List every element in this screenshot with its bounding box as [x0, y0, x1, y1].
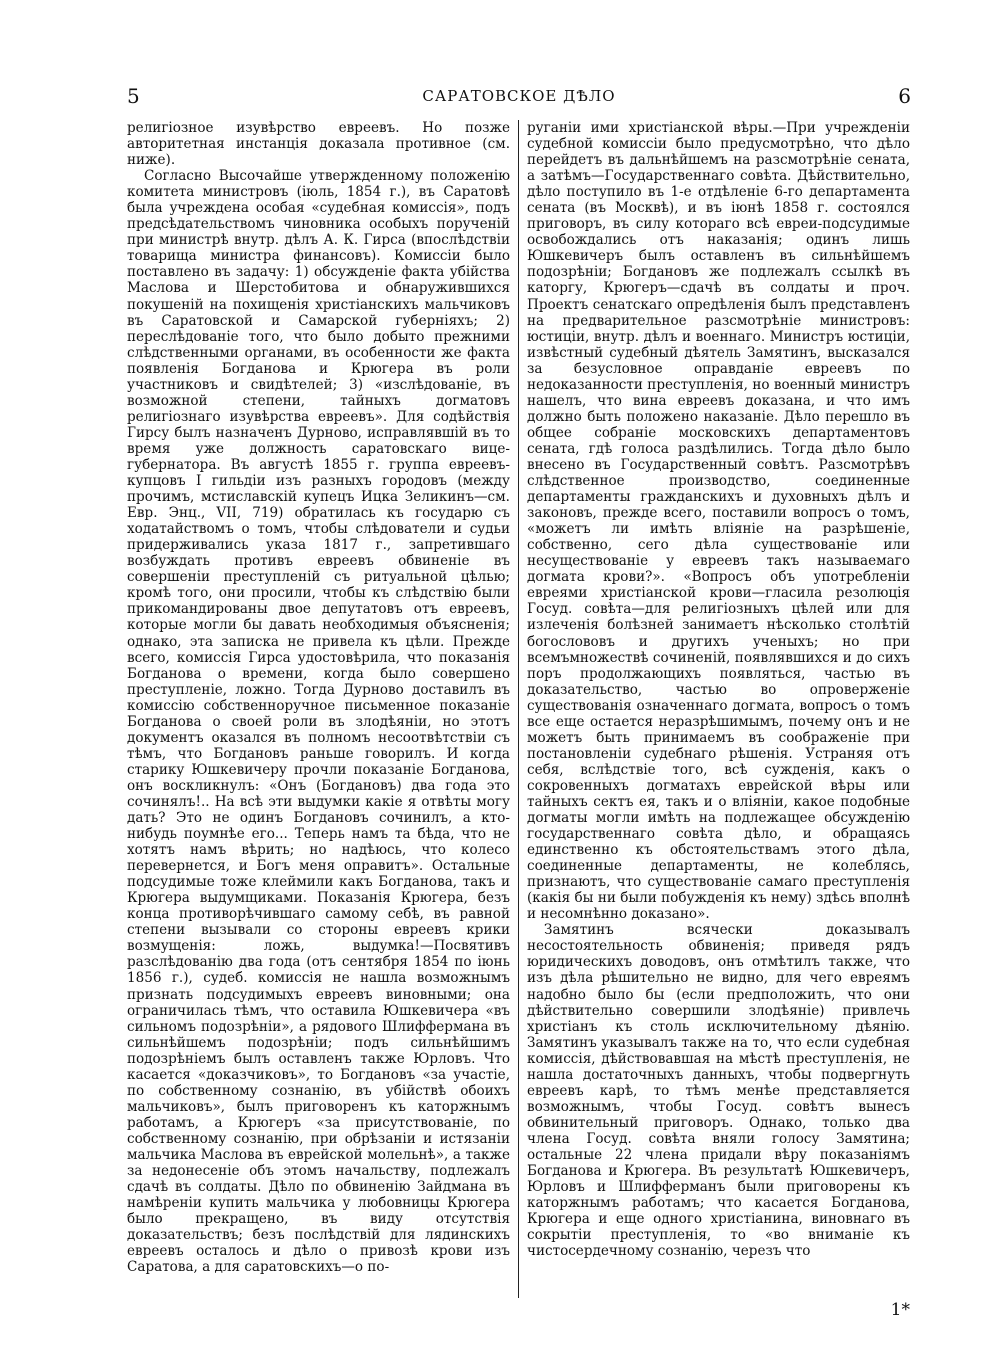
column-divider — [518, 120, 519, 1298]
running-title: САРАТОВСКОЕ ДѢЛО — [422, 87, 616, 105]
left-column — [127, 120, 510, 1275]
page-number-right: 6 — [898, 84, 911, 108]
right-column — [527, 120, 910, 1259]
paragraph-continued: религіозное изувѣрство евреевъ. Но позже авторитетная инстанція доказала противное (см. ниже). — [127, 120, 510, 169]
signature-mark: 1* — [890, 1300, 910, 1320]
page-number-left: 5 — [127, 84, 140, 108]
page-header — [127, 84, 911, 114]
paragraph: Замятинъ всячески доказывалъ несостоятельность обвиненія; приведя рядъ юридическихъ доводовъ, онъ отмѣтилъ также, что изъ дѣла рѣшительно не видно, для чего евреямъ надобно было бы (если предположить, что они дѣйствительно совершили злодѣяніе) привлечь христіанъ къ столь исключительному дѣянію. Замятинъ указывалъ также на то, что если судебная комиссія, дѣйствовавшая на мѣстѣ преступленія, не нашла достаточныхъ данныхъ, чтобы подвергнуть евреевъ карѣ, то тѣмъ менѣе представляется возможнымъ, чтобы Госуд. совѣтъ вынесъ обвинительный приговоръ. Однако, только два члена Госуд. совѣта вняли голосу Замятина; остальные 22 члена придали вѣру показаніямъ Богданова и Крюгера. Въ результатѣ Юшкевичеръ, Юрловъ и Шлифферманъ были приговорены къ каторжнымъ работамъ; что касается Богданова, Крюгера и еще одного христіанина, виновнаго въ сокрытіи преступленія, то «во вниманіе къ чистосердечному сознанію, черезъ что — [527, 922, 910, 1260]
paragraph-continued: руганіи ими христіанской вѣры.—При учрежденіи судебной комиссіи было предусмотрѣно, что дѣло перейдетъ въ дальнѣйшемъ на разсмотрѣніе сената, а затѣмъ—Государственнаго совѣта. Дѣйствительно, дѣло поступило въ 1-е отдѣленіе 6-го департамента сената (въ Москвѣ), и въ іюнѣ 1858 г. состоялся приговоръ, въ силу котораго всѣ евреи-подсудимые освобождались отъ наказанія; одинъ лишь Юшкевичеръ былъ оставленъ въ сильнѣйшемъ подозрѣніи; Богдановъ же подлежалъ ссылкѣ въ каторгу, Крюгеръ—сдачѣ въ солдаты и проч. Проектъ сенатскаго опредѣленія былъ представленъ на предварительное разсмотрѣніе министровъ: юстиціи, внутр. дѣлъ и военнаго. Министръ юстиціи, извѣстный судебный дѣятель Замятинъ, высказался за безусловное оправданіе евреевъ по недоказанности преступленія, но военный министръ нашелъ, что вина евреевъ доказана, и что имъ должно быть положено наказаніе. Дѣло перешло въ общее собраніе московскихъ департаментовъ сената, гдѣ голоса раздѣлились. Тогда дѣло было внесено въ Государственный совѣтъ. Разсмотрѣвъ слѣдственное производство, соединенные департаменты гражданскихъ и духовныхъ дѣлъ и законовъ, прежде всего, поставили вопросъ о томъ, «можетъ ли имѣть вліяніе на разрѣшеніе, собственно, сего дѣла существованіе или несуществованіе у евреевъ такъ называемаго догмата крови?». «Вопросъ объ употребленіи евреями христіанской крови—гласила резолюція Госуд. совѣта—для религіозныхъ цѣлей или для излеченія болѣзней занимаетъ нѣсколько столѣтій богослововъ и другихъ ученыхъ; но при всемъмножествѣ сочиненій, появлявшихся и до сихъ поръ продолжающихъ появляться, частью въ доказательство, частью во опроверженіе существованія означеннаго догмата, вопросъ о томъ все еще остается неразрѣшимымъ, почему онъ и не можетъ быть принимаемъ въ соображеніе при постановленіи судебнаго рѣшенія. Устраняя отъ себя, вслѣдствіе того, всѣ сужденія, какъ о сокровенныхъ догматахъ еврейской вѣры или тайныхъ сектъ ея, такъ и о вліяніи, какое подобные догматы могли имѣть на подлежащее обсужденію государственнаго совѣта дѣло, и обращаясь единственно къ обстоятельствамъ этого дѣла, соединенные департаменты, не колеблясь, признаютъ, что существованіе самаго преступленія (какія бы ни были побужденія къ нему) здѣсь вполнѣ и несомнѣнно доказано». — [527, 120, 910, 923]
paragraph: Согласно Высочайше утвержденному положенію комитета министровъ (іюль, 1854 г.), въ Саратовѣ была учреждена особая «судебная комиссія», подъ предсѣдательствомъ чиновника особыхъ порученій при министрѣ внутр. дѣлъ А. К. Гирса (впослѣдствіи товарища министра финансовъ). Комиссіи было поставлено въ задачу: 1) обсужденіе факта убійства Маслова и Шерстобитова и обнаружившихся покушеній на похищенія христіанскихъ мальчиковъ въ Саратовской и Самарской губерніяхъ; 2) переслѣдованіе того, что было добыто прежними слѣдственными органами, въ особенности же факта появленія Богданова и Крюгера въ роли участниковъ и свидѣтелей; 3) «изслѣдованіе, въ возможной степени, тайныхъ догматовъ религіознаго изувѣрства евреевъ». Для содѣйствія Гирсу былъ назначенъ Дурново, исправлявшій въ то время уже должность саратовскаго вице-губернатора. Въ августѣ 1855 г. группа евреевъ-купцовъ I гильдіи изъ разныхъ городовъ (между прочимъ, мстиславскій купецъ Ицка Зеликинъ—см. Евр. Энц., VII, 719) обратилась къ государю съ ходатайствомъ о томъ, чтобы слѣдователи и судьи придерживались указа 1817 г., запретившаго возбуждать противъ евреевъ обвиненіе въ совершеніи преступленій съ ритуальной цѣлью; кромѣ того, они просили, чтобы къ слѣдствію были прикомандированы двое депутатовъ отъ евреевъ, которые могли бы давать необходимыя объясненія; однако, эта записка не привела къ цѣли. Прежде всего, комиссія Гирса удостовѣрила, что показанія Богданова о времени, когда было совершено преступленіе, ложно. Тогда Дурново доставилъ въ комиссію собственноручное письменное показаніе Богданова о своей роли въ злодѣяніи, но этотъ документъ оказался въ полномъ несоотвѣтствіи съ тѣмъ, что Богдановъ раньше говорилъ. И когда старику Юшкевичеру прочли показаніе Богданова, онъ воскликнулъ: «Онъ (Богдановъ) два года это сочинялъ!.. На всѣ эти выдумки какіе я отвѣты могу дать? Это не одинъ Богдановъ сочинилъ, а кто-нибудь поумнѣе его... Теперь намъ та бѣда, что не хотятъ намъ вѣрить; но надѣюсь, что колесо перевернется, и Богъ меня оправитъ». Остальные подсудимые тоже клеймили какъ Богданова, такъ и Крюгера выдумщиками. Показанія Крюгера, безъ конца противорѣчившаго самому себѣ, въ равной степени вызывали со стороны евреевъ крики возмущенія: ложь, выдумка!—Посвятивъ разслѣдованію два года (отъ сентября 1854 по іюнь 1856 г.), судеб. комиссія не нашла возможнымъ признать подсудимыхъ евреевъ виновными; она ограничилась тѣмъ, что оставила Юшкевичера «въ сильномъ подозрѣніи», а рядового Шлиффермана въ сильнѣйшемъ подозрѣніи; подъ сильнѣйшимъ подозрѣніемъ былъ оставленъ также Юрловъ. Что касается «доказчиковъ», то Богдановъ «за участіе, по собственному сознанію, въ убійствѣ обоихъ мальчиковъ», былъ приговоренъ къ каторжнымъ работамъ, а Крюгеръ «за присутствованіе, по собственному сознанію, при обрѣзаніи и истязаніи мальчика Маслова въ еврейской молельнѣ», а также за недонесеніе объ этомъ начальству, подлежалъ сдачѣ въ солдаты. Дѣло по обвиненію Зайдмана въ намѣреніи купить мальчика у любовницы Крюгера было прекращено, въ виду отсутствія доказательствъ; безъ послѣдствій для лядинскихъ евреевъ осталось и дѣло о привозѣ крови изъ Саратова, а для саратовскихъ—о по- — [127, 168, 510, 1276]
